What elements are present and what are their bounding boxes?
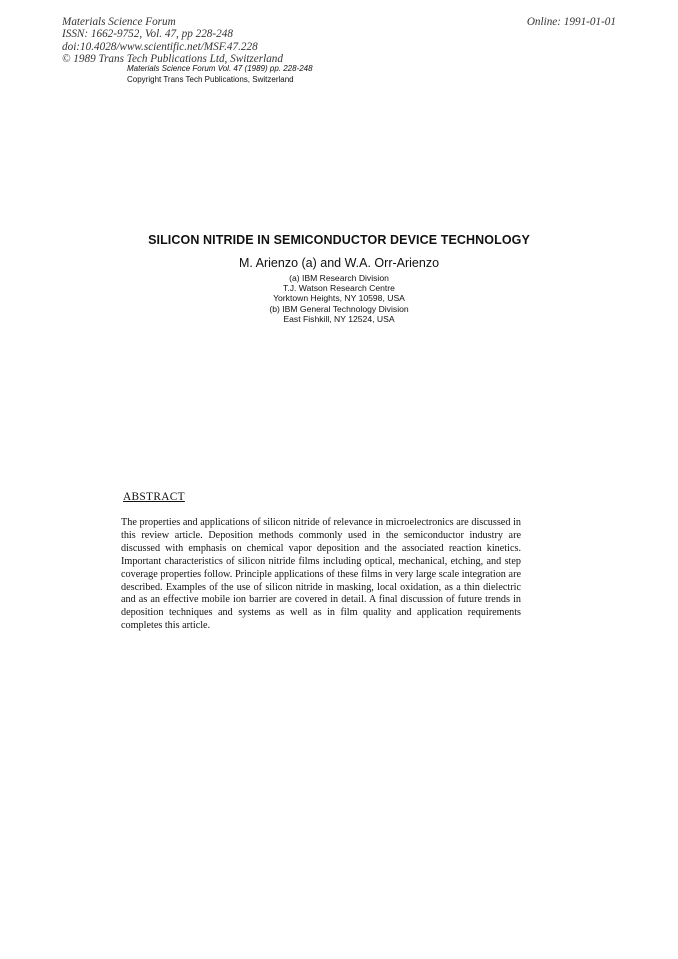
online-date: Online: 1991-01-01: [526, 16, 616, 28]
affiliation-line: East Fishkill, NY 12524, USA: [283, 313, 395, 324]
journal-name: Materials Science Forum: [62, 16, 176, 28]
affiliation-line: (b) IBM General Technology Division: [269, 303, 409, 314]
original-header: [127, 64, 313, 85]
affiliation-line: Yorktown Heights, NY 10598, USA: [273, 293, 405, 304]
doi-link[interactable]: doi:10.4028/www.scientific.net/MSF.47.228: [62, 40, 258, 53]
paper-title: SILICON NITRIDE IN SEMICONDUCTOR DEVICE TECHNOLOGY: [148, 233, 530, 247]
affiliation-line: (a) IBM Research Division: [289, 273, 389, 283]
original-citation: Materials Science Forum Vol. 47 (1989) pp. 228-248: [127, 64, 313, 73]
original-copyright: Copyright Trans Tech Publications, Switzerland: [127, 74, 294, 84]
abstract-body: The properties and applications of silicon nitride of relevance in microelectronics are discussed in this review article. Deposition methods commonly used in the semiconductor industry are discussed with emphasis on chemical vapor deposition and the associated reaction kinetics. Important characteristics of silicon nitride films including optical, mechanical, etching, and step coverage properties follow. Principle applications of these films in very large scale integration are described. Examples of the use of silicon nitride in masking, local oxidation, as a thin dielectric and as an effective mobile ion barrier are covered in detail. A final discussion of future trends in deposition techniques and systems as well as in film quality and application requirements completes this article.: [121, 517, 521, 632]
publication-metadata: [62, 16, 283, 66]
publisher-copyright: © 1989 Trans Tech Publications Ltd, Switzerland: [62, 53, 283, 66]
paper-authors: M. Arienzo (a) and W.A. Orr-Arienzo: [238, 256, 440, 270]
author-affiliations: [0, 273, 678, 324]
affiliation-line: T.J. Watson Research Centre: [283, 283, 395, 294]
issn-volume-pages: ISSN: 1662-9752, Vol. 47, pp 228-248: [62, 28, 233, 41]
abstract-heading: ABSTRACT: [123, 491, 185, 503]
